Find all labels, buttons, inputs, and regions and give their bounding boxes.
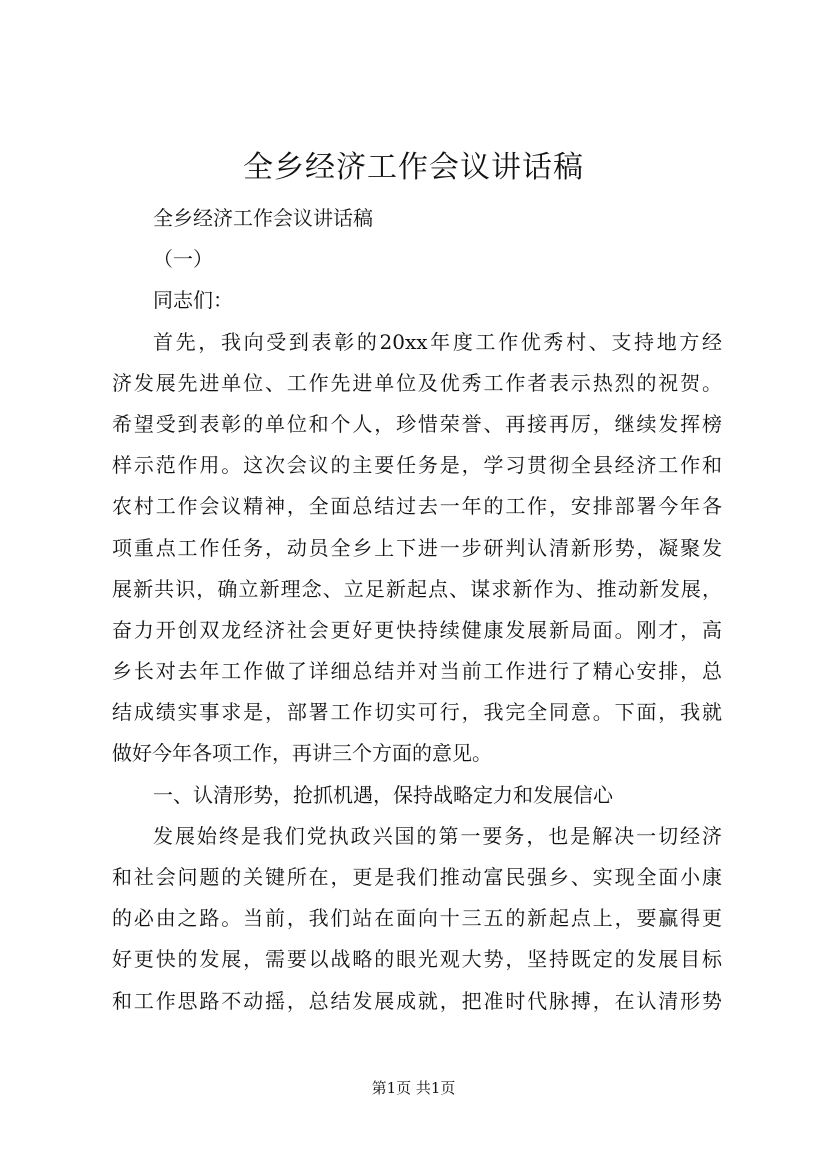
text-line: 展新共识，确立新理念、立足新起点、谋求新作为、推动新发展， (112, 576, 722, 601)
document-body (112, 198, 722, 1022)
text-line: 奋力开创双龙经济社会更好更快持续健康发展新局面。刚才，高 (112, 617, 722, 642)
text-line: 发展始终是我们党执政兴国的第一要务，也是解决一切经济 (153, 823, 722, 848)
text-line: 项重点工作任务，动员全乡上下进一步研判认清新形势，凝聚发 (112, 535, 722, 560)
text-line: 和社会问题的关键所在，更是我们推动富民强乡、实现全面小康 (112, 865, 722, 889)
text-line: 结成绩实事求是，部署工作切实可行，我完全同意。下面，我就 (112, 700, 722, 725)
text-line: 做好今年各项工作，再讲三个方面的意见。 (112, 741, 492, 766)
page-number-label: 第1页 共1页 (371, 1079, 456, 1097)
section-heading: 一、认清形势，抢抓机遇，保持战略定力和发展信心 (153, 782, 613, 807)
text-line: 样示范作用。这次会议的主要任务是，学习贯彻全县经济工作和 (112, 453, 722, 478)
text-line: （一） (153, 247, 213, 272)
document-title: 全乡经济工作会议讲话稿 (243, 150, 584, 185)
text-line: 全乡经济工作会议讲话稿 (153, 206, 373, 230)
text-line: 同志们： (153, 288, 233, 313)
text-line: 和工作思路不动摇，总结发展成就，把准时代脉搏，在认清形势 (112, 988, 722, 1013)
text-line: 首先，我向受到表彰的20xx年度工作优秀村、支持地方经 (153, 329, 722, 354)
text-line: 农村工作会议精神，全面总结过去一年的工作，安排部署今年各 (112, 494, 722, 519)
text-line: 希望受到表彰的单位和个人，珍惜荣誉、再接再厉，继续发挥榜 (112, 411, 722, 436)
text-line: 济发展先进单位、工作先进单位及优秀工作者表示热烈的祝贺。 (112, 370, 722, 395)
page-footer (0, 1078, 827, 1098)
text-line: 好更快的发展，需要以战略的眼光观大势，坚持既定的发展目标 (112, 947, 722, 972)
text-line: 乡长对去年工作做了详细总结并对当前工作进行了精心安排，总 (112, 659, 722, 684)
text-line: 的必由之路。当前，我们站在面向十三五的新起点上，要赢得更 (112, 906, 722, 931)
